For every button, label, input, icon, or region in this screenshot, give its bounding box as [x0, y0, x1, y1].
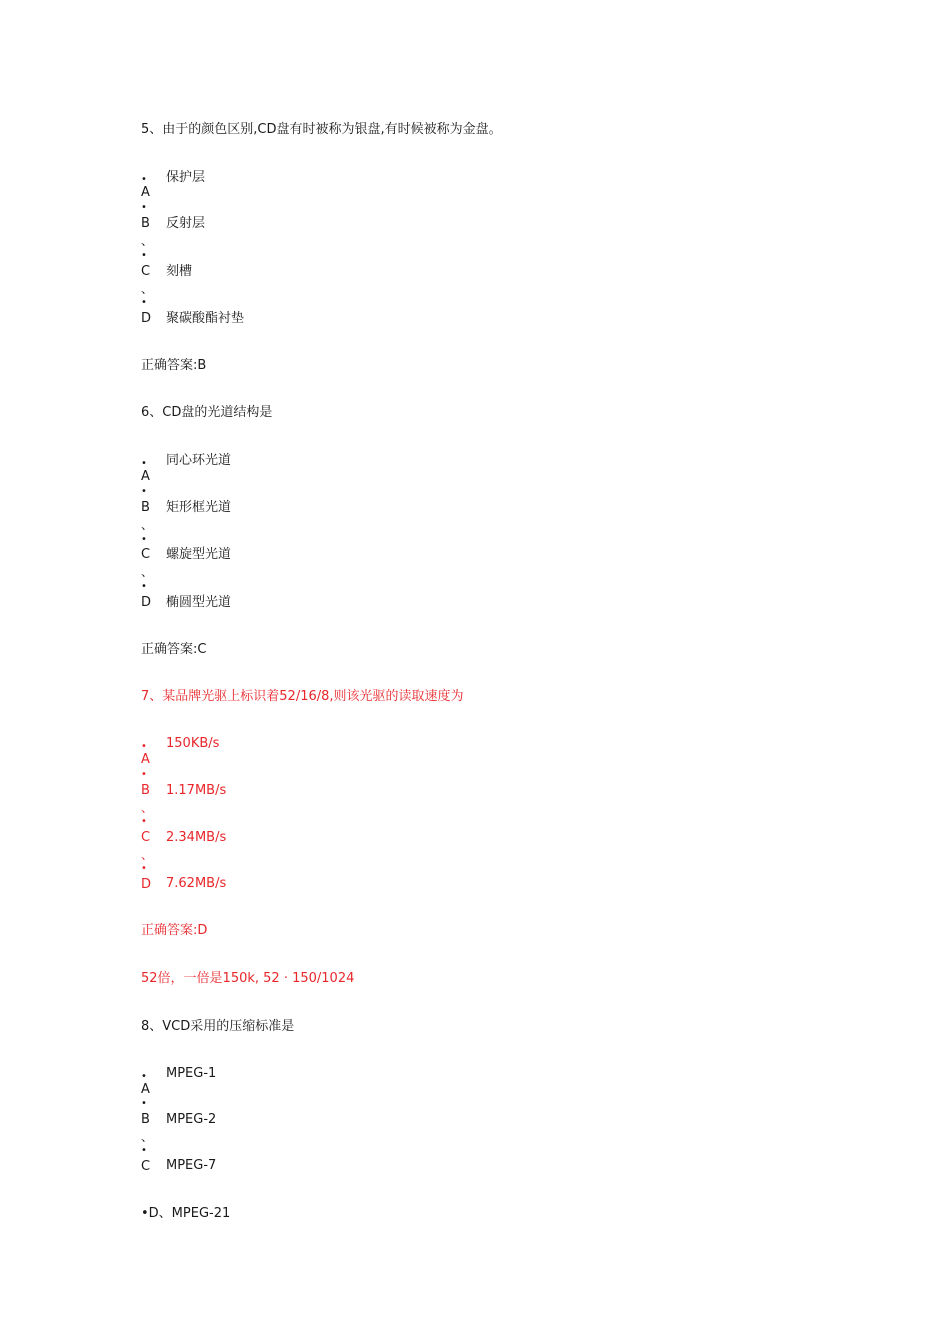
question-6-stem: 6、CD盘的光道结构是 — [141, 405, 273, 420]
question-6-answer: 正确答案:C — [141, 642, 207, 657]
question-7-option-c-letter: C — [141, 830, 151, 845]
question-6-option-a-letter: A — [141, 469, 150, 484]
bullet-marker: • — [141, 297, 147, 308]
bullet-marker: • — [141, 1098, 147, 1109]
question-5-option-b-letter: B — [141, 216, 150, 231]
question-6-option-c-text: 螺旋型光道 — [166, 547, 232, 562]
bullet-marker: • — [141, 202, 147, 213]
bullet-marker: • — [141, 458, 147, 469]
enum-comma: 、 — [141, 282, 154, 296]
bullet-marker: • — [141, 769, 147, 780]
question-7-option-d-letter: D — [141, 877, 152, 892]
bullet-marker: • — [141, 250, 147, 261]
question-5-option-a-text: 保护层 — [166, 170, 206, 185]
enum-comma: 、 — [141, 518, 154, 532]
question-8-option-a-letter: A — [141, 1082, 150, 1097]
bullet-marker: • — [141, 863, 147, 874]
question-7-explanation: 52倍，一倍是150k, 52 · 150/1024 — [141, 971, 355, 986]
question-7-option-b-letter: B — [141, 783, 150, 798]
bullet-marker: • — [141, 174, 147, 185]
question-8-stem: 8、VCD采用的压缩标准是 — [141, 1019, 295, 1034]
question-8-option-b-letter: B — [141, 1112, 150, 1127]
enum-comma: 、 — [141, 848, 154, 862]
bullet-marker: • — [141, 1071, 147, 1082]
bullet-marker: • — [141, 816, 147, 827]
question-7-stem: 7、某品牌光驱上标识着52/16/8,则该光驱的读取速度为 — [141, 689, 464, 704]
question-8-option-c-text: MPEG-7 — [166, 1158, 217, 1173]
enum-comma: 、 — [141, 234, 154, 248]
question-5-option-a-letter: A — [141, 185, 150, 200]
question-5-option-c-letter: C — [141, 264, 151, 279]
question-6-option-a-text: 同心环光道 — [166, 453, 232, 468]
bullet-marker: • — [141, 1145, 147, 1156]
question-8-option-c-letter: C — [141, 1159, 151, 1174]
question-7-option-a-letter: A — [141, 752, 150, 767]
question-7-option-d-text: 7.62MB/s — [166, 876, 227, 891]
question-6-option-d-letter: D — [141, 595, 152, 610]
question-8-option-a-text: MPEG-1 — [166, 1066, 217, 1081]
question-7-answer: 正确答案:D — [141, 923, 208, 938]
question-5-option-d-text: 聚碳酸酯衬垫 — [166, 311, 245, 326]
enum-comma: 、 — [141, 565, 154, 579]
enum-comma: 、 — [141, 1130, 154, 1144]
question-6-option-b-text: 矩形框光道 — [166, 500, 232, 515]
question-7-option-a-text: 150KB/s — [166, 736, 220, 751]
question-5-answer: 正确答案:B — [141, 358, 207, 373]
question-6-option-d-text: 椭圆型光道 — [166, 595, 232, 610]
bullet-marker: • — [141, 581, 147, 592]
question-8-option-d: •D、MPEG-21 — [141, 1206, 231, 1221]
question-7-option-c-text: 2.34MB/s — [166, 830, 227, 845]
question-8-option-b-text: MPEG-2 — [166, 1112, 217, 1127]
question-7-option-b-text: 1.17MB/s — [166, 783, 227, 798]
question-5-option-c-text: 刻槽 — [166, 264, 193, 279]
bullet-marker: • — [141, 741, 147, 752]
question-6-option-b-letter: B — [141, 500, 150, 515]
bullet-marker: • — [141, 534, 147, 545]
enum-comma: 、 — [141, 801, 154, 815]
question-5-option-d-letter: D — [141, 311, 152, 326]
question-5-option-b-text: 反射层 — [166, 216, 206, 231]
bullet-marker: • — [141, 486, 147, 497]
question-6-option-c-letter: C — [141, 547, 151, 562]
question-5-stem: 5、由于的颜色区别,CD盘有时被称为银盘,有时候被称为金盘。 — [141, 122, 502, 137]
